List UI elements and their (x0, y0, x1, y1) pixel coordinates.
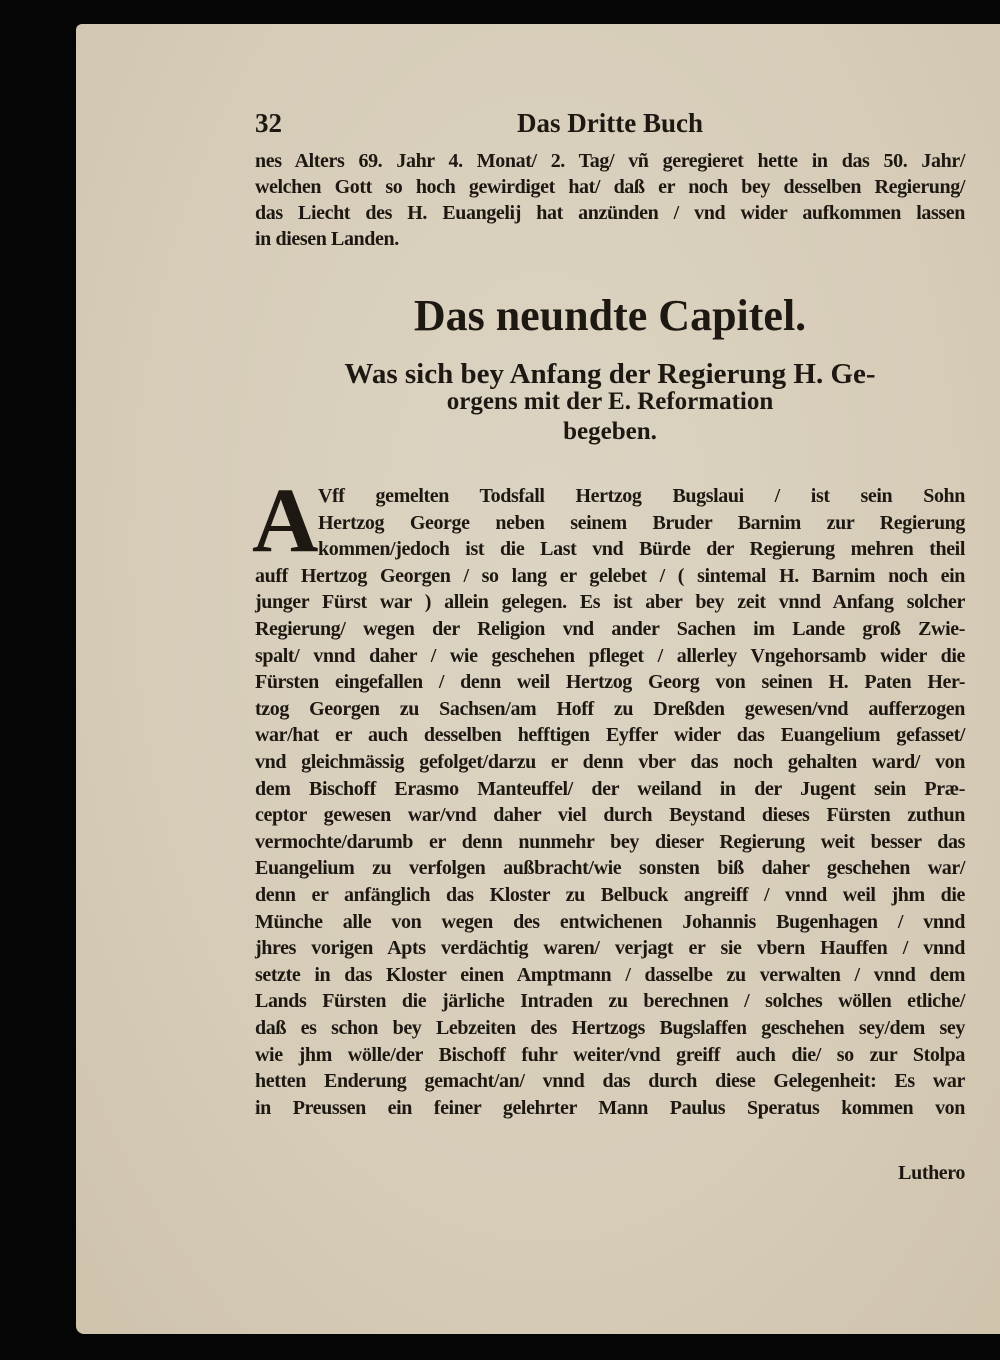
chapter-subtitle-line: begeben. (563, 418, 657, 445)
text-line: junger Fürst war ) allein gelegen. Es ist aber bey zeit vnnd Anfang solcher (255, 591, 965, 614)
text-line: welchen Gott so hoch gewirdiget hat/ daß er noch bey desselben Regierung/ (255, 176, 965, 198)
text-line: denn er anfänglich das Kloster zu Belbuck angreiff / vnnd weil jhm die (255, 884, 965, 906)
text-line: hetten Enderung gemacht/an/ vnnd das durch diese Gelegenheit: Es war (255, 1070, 965, 1093)
chapter-subtitle-line: Was sich bey Anfang der Regierung H. Ge- (344, 358, 876, 390)
text-line: Vff gemelten Todsfall Hertzog Bugslaui / ist sein Sohn (318, 485, 965, 507)
text-line: vermochte/darumb er denn nunmehr bey dieser Regierung weit besser das (255, 830, 965, 853)
text-line: in Preussen ein feiner gelehrter Mann Paulus Speratus kommen von (255, 1096, 965, 1119)
text-line: auff Hertzog Georgen / so lang er gelebet / ( sintemal H. Barnim noch ein (255, 564, 965, 587)
text-line: Fürsten eingefallen / denn weil Hertzog Georg von seinen H. Paten Her- (255, 671, 965, 694)
text-line: daß es schon bey Lebzeiten des Hertzogs Bugslaffen geschehen sey/dem sey (255, 1017, 965, 1039)
page-number: 32 (255, 108, 282, 138)
running-title: Das Dritte Buch (517, 108, 703, 138)
chapter-title: Das neundte Capitel. (413, 291, 807, 340)
text-line: kommen/jedoch ist die Last vnd Bürde der Regierung mehren theil (318, 538, 965, 561)
chapter-subtitle-line: orgens mit der E. Reformation (446, 388, 774, 415)
text-line: war/hat er auch desselben hefftigen Eyffer wider das Euangelium gefasset/ (255, 724, 965, 747)
text-line: setzte in das Kloster einen Amptmann / dasselbe zu verwalten / vnnd dem (255, 963, 965, 986)
text-line: Münche alle von wegen des entwichenen Johannis Bugenhagen / vnnd (255, 910, 965, 933)
text-line: wie jhm wölle/der Bischoff fuhr weiter/vnd greiff auch die/ so zur Stolpa (255, 1043, 965, 1066)
text-line: Euangelium zu verfolgen außbracht/wie sonsten biß daher geschehen war/ (255, 857, 965, 880)
text-line: das Liecht des H. Euangelij hat anzünden / vnd wider aufkommen lassen (255, 202, 965, 224)
text-line: Regierung/ wegen der Religion vnd ander Sachen im Lande groß Zwie- (255, 618, 965, 640)
text-line: Hertzog George neben seinem Bruder Barnim zur Regierung (318, 511, 965, 534)
text-line: in diesen Landen. (255, 228, 399, 250)
text-line: dem Bischoff Erasmo Manteuffel/ der weiland in der Jugent sein Præ- (255, 777, 965, 800)
text-line: ceptor gewesen war/vnd daher viel durch Beystand dieses Fürsten zuthun (255, 804, 965, 827)
text-line: spalt/ vnnd daher / wie geschehen pfleget / allerley Vngehorsamb wider die (255, 644, 965, 667)
text-line: vnd gleichmässig gefolget/darzu er denn vber das noch gehalten ward/ von (255, 751, 965, 773)
text-line: nes Alters 69. Jahr 4. Monat/ 2. Tag/ vñ geregieret hette in das 50. Jahr/ (255, 150, 965, 172)
text-line: Lands Fürsten die järliche Intraden zu berechnen / solches wöllen etliche/ (255, 990, 965, 1013)
text-line: tzog Georgen zu Sachsen/am Hoff zu Dreßden gewesen/vnd aufferzogen (255, 697, 965, 720)
catchword: Luthero (898, 1162, 965, 1184)
text-line: jhres vorigen Apts verdächtig waren/ verjagt er sie vbern Hauffen / vnnd (255, 937, 965, 960)
drop-cap: A (252, 469, 319, 571)
